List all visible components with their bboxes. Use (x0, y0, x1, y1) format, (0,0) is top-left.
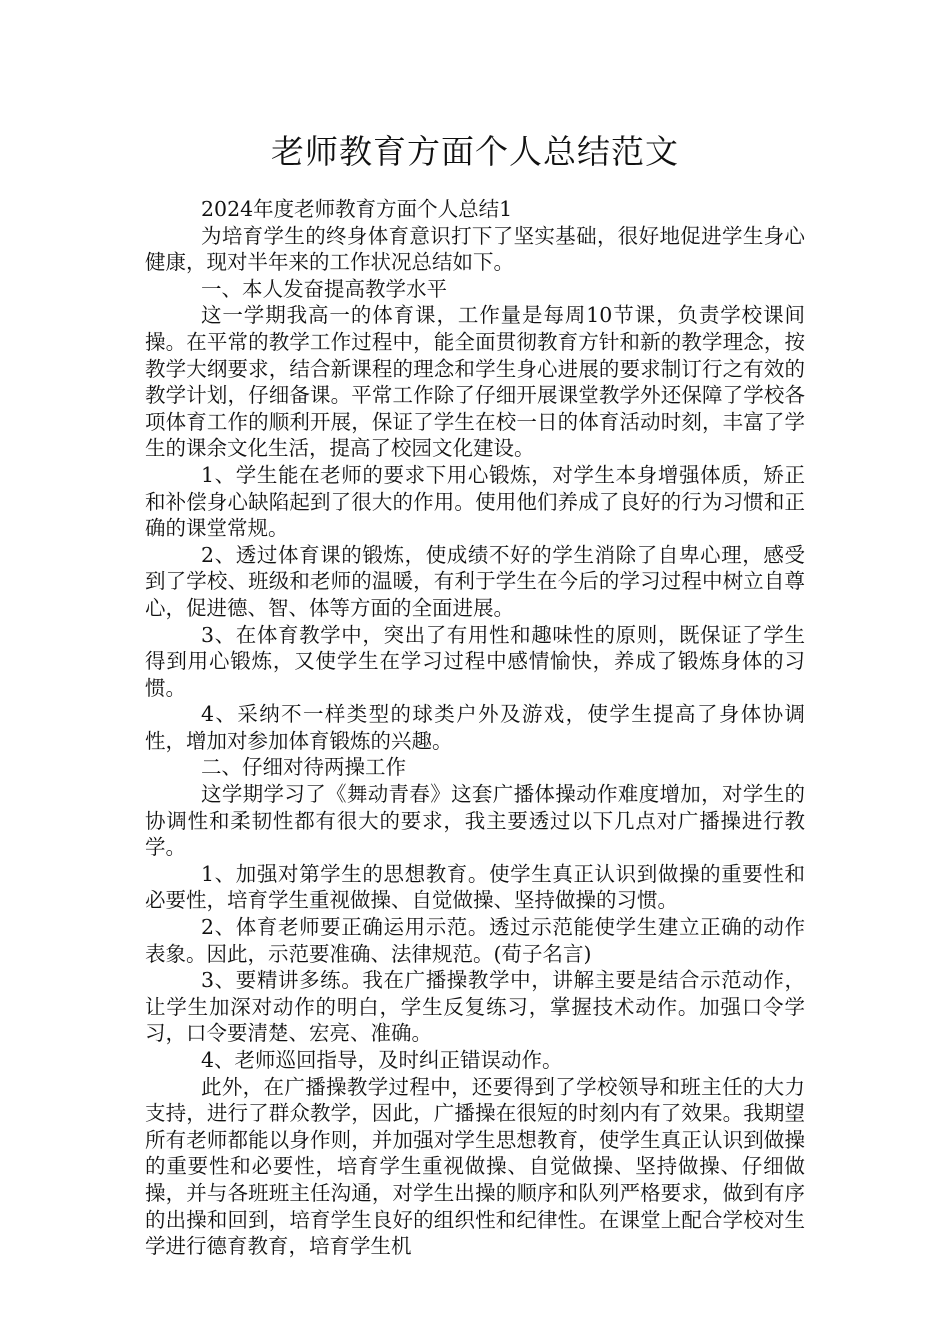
list-item-1: 1、学生能在老师的要求下用心锻炼，对学生本身增强体质，矫正和补偿身心缺陷起到了很大的作用。使用他们养成了良好的行为习惯和正确的课堂常规。 (145, 462, 805, 541)
document-title: 老师教育方面个人总结范文 (271, 132, 679, 171)
paragraph-subtitle: 2024年度老师教育方面个人总结1 (201, 197, 513, 221)
list-item-2: 2、透过体育课的锻炼，使成绩不好的学生消除了自卑心理，感受到了学校、班级和老师的温暖，有利于学生在今后的学习过程中树立自尊心，促进德、智、体等方面的全面进展。 (145, 542, 805, 620)
exercise-item-1: 1、加强对第学生的思想教育。使学生真正认识到做操的重要性和必要性，培育学生重视做操、自觉做操、坚持做操的习惯。 (145, 861, 805, 913)
document-page (145, 130, 805, 1260)
paragraph-conclusion: 此外，在广播操教学过程中，还要得到了学校领导和班主任的大力支持，进行了群众教学，因此，广播操在很短的时刻内有了效果。我期望所有老师都能以身作则，并加强对学生思想教育，使学生真正认识到做操的重要性和必要性，培育学生重视做操、自觉做操、坚持做操、仔细做操，并与各班班主任沟通，对学生出操的顺序和队列严格要求，做到有序的出操和回到，培育学生良好的组织性和纪律性。在课堂上配合学校对生学进行德育教育，培育学生机 (145, 1074, 805, 1259)
exercise-item-2: 2、体育老师要正确运用示范。透过示范能使学生建立正确的动作表象。因此，示范要准确、法律规范。(荀子名言) (145, 915, 805, 966)
paragraph-intro: 为培育学生的终身体育意识打下了坚实基础，很好地促进学生身心健康，现对半年来的工作状况总结如下。 (145, 223, 805, 275)
list-item-4: 4、采纳不一样类型的球类户外及游戏，使学生提高了身体协调性，增加对参加体育锻炼的兴趣。 (145, 702, 805, 753)
paragraph-exercise: 这学期学习了《舞动青春》这套广播体操动作难度增加，对学生的协调性和柔韧性都有很大的要求，我主要透过以下几点对广播操进行教学。 (145, 782, 805, 860)
exercise-item-4: 4、老师巡回指导，及时纠正错误动作。 (201, 1048, 563, 1072)
exercise-item-3: 3、要精讲多练。我在广播操教学中，讲解主要是结合示范动作，让学生加深对动作的明白，学生反复练习，掌握技术动作。加强口令学习，口令要清楚、宏亮、准确。 (145, 968, 805, 1046)
section-heading-2: 二、仔细对待两操工作 (201, 755, 406, 780)
section-heading-1: 一、本人发奋提高教学水平 (201, 276, 447, 301)
list-item-3: 3、在体育教学中，突出了有用性和趣味性的原则，既保证了学生得到用心锻炼，又使学生在学习过程中感情愉快，养成了锻炼身体的习惯。 (145, 622, 805, 700)
paragraph-teaching: 这一学期我高一的体育课，工作量是每周10节课，负责学校课间操。在平常的教学工作过程中，能全面贯彻教育方针和新的教学理念，按教学大纲要求，结合新课程的理念和学生身心进展的要求制订行之有效的教学计划，仔细备课。平常工作除了仔细开展课堂教学外还保障了学校各项体育工作的顺利开展，保证了学生在校一日的体育活动时刻，丰富了学生的课余文化生活，提高了校园文化建设。 (145, 303, 805, 461)
